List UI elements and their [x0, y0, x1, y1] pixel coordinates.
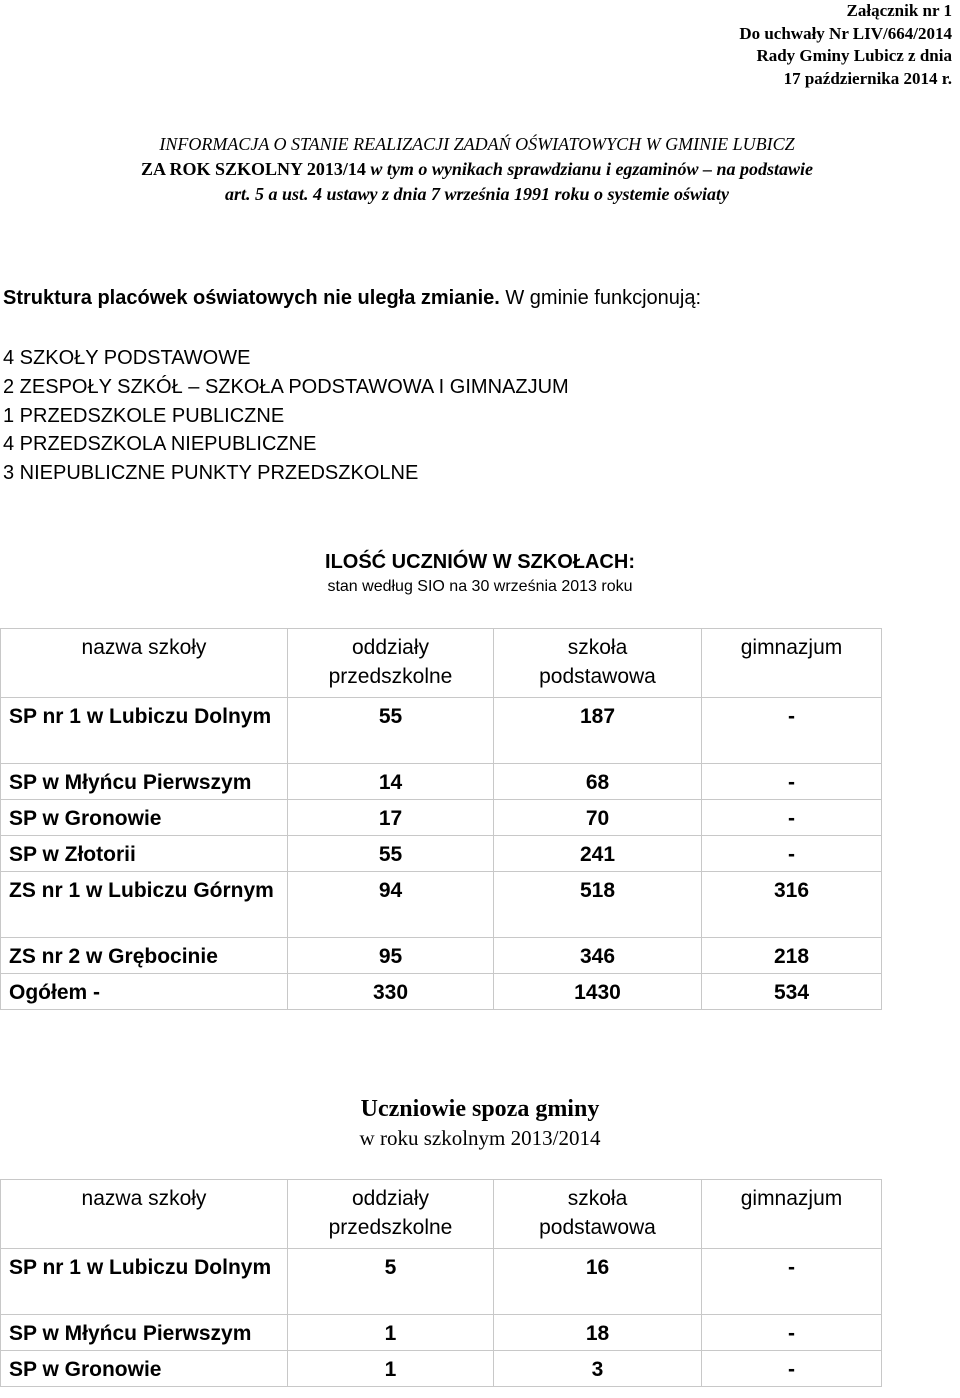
section-title: Uczniowie spoza gminy: [360, 1096, 600, 1122]
annex-header: [739, 0, 952, 90]
title-line-2-part-b: w tym o wynikach sprawdzianu i egzaminów – na podstawie: [370, 159, 813, 179]
header-preschool: [288, 1180, 494, 1249]
school-name: SP w Gronowie: [1, 1351, 288, 1387]
table-row: [1, 1249, 882, 1315]
preschool-count: 14: [288, 764, 494, 800]
school-name: ZS nr 2 w Grębocinie: [1, 938, 288, 974]
title-line-1: INFORMACJA O STANIE REALIZACJI ZADAŃ OŚWIATOWYCH W GMINIE LUBICZ: [159, 134, 795, 154]
intro-paragraph: [3, 284, 701, 312]
gymnasium-count: -: [702, 764, 882, 800]
header-primary-line2: podstawowa: [539, 1216, 656, 1239]
header-primary: [494, 1180, 702, 1249]
school-name: SP w Młyńcu Pierwszym: [1, 764, 288, 800]
annex-line: Do uchwały Nr LIV/664/2014: [739, 23, 952, 43]
section-subtitle: stan według SIO na 30 września 2013 roku: [327, 578, 633, 595]
gymnasium-count: 218: [702, 938, 882, 974]
list-item: 4 PRZEDSZKOLA NIEPUBLICZNE: [3, 433, 317, 456]
table-row: [1, 938, 882, 974]
preschool-count: 5: [288, 1249, 494, 1315]
primary-count: 3: [494, 1351, 702, 1387]
gymnasium-count: -: [702, 1249, 882, 1315]
school-name: SP nr 1 w Lubiczu Dolnym: [1, 1249, 288, 1315]
school-name: SP w Gronowie: [1, 800, 288, 836]
annex-line: Załącznik nr 1: [846, 1, 952, 20]
header-gymnasium: gimnazjum: [702, 1180, 882, 1249]
total-gymnasium: 534: [702, 974, 882, 1010]
school-name: SP w Złotorii: [1, 836, 288, 872]
outside-students-table: [0, 1179, 882, 1387]
annex-line: Rady Gminy Lubicz z dnia: [756, 46, 952, 65]
header-preschool-line2: przedszkolne: [328, 665, 453, 688]
preschool-count: 94: [288, 872, 494, 938]
title-line-2: [62, 157, 892, 182]
total-primary: 1430: [494, 974, 702, 1010]
header-gymnasium: gimnazjum: [702, 629, 882, 698]
students-table: [0, 628, 882, 1010]
annex-line: 17 października 2014 r.: [783, 68, 952, 88]
primary-count: 241: [494, 836, 702, 872]
table-header-row: [1, 1180, 882, 1249]
list-item: 4 SZKOŁY PODSTAWOWE: [3, 347, 251, 369]
school-name: ZS nr 1 w Lubiczu Górnym: [1, 872, 288, 938]
header-primary-line1: szkoła: [567, 1187, 628, 1210]
primary-count: 16: [494, 1249, 702, 1315]
school-name: SP w Młyńcu Pierwszym: [1, 1315, 288, 1351]
primary-count: 518: [494, 872, 702, 938]
table-header-row: [1, 629, 882, 698]
gymnasium-count: 316: [702, 872, 882, 938]
student-count-heading: [0, 548, 960, 598]
header-school-name: nazwa szkoły: [1, 1180, 288, 1249]
gymnasium-count: -: [702, 1351, 882, 1387]
institutions-list: [3, 344, 569, 488]
preschool-count: 1: [288, 1315, 494, 1351]
primary-count: 18: [494, 1315, 702, 1351]
table-row: [1, 1351, 882, 1387]
table-total-row: [1, 974, 882, 1010]
gymnasium-count: -: [702, 698, 882, 764]
section-subtitle: w roku szkolnym 2013/2014: [359, 1126, 601, 1150]
primary-count: 346: [494, 938, 702, 974]
header-primary-line2: podstawowa: [539, 665, 656, 688]
header-preschool-line1: oddziały: [351, 1187, 430, 1210]
section-title: ILOŚĆ UCZNIÓW W SZKOŁACH:: [325, 551, 635, 573]
primary-count: 187: [494, 698, 702, 764]
table-row: [1, 1315, 882, 1351]
header-school-name: nazwa szkoły: [1, 629, 288, 698]
preschool-count: 17: [288, 800, 494, 836]
preschool-count: 55: [288, 836, 494, 872]
primary-count: 70: [494, 800, 702, 836]
list-item: 1 PRZEDSZKOLE PUBLICZNE: [3, 404, 285, 427]
title-line-2-part-a: ZA ROK SZKOLNY 2013/14: [141, 159, 371, 179]
intro-bold: Struktura placówek oświatowych nie uległa zmianie.: [3, 287, 500, 309]
document-title: [62, 132, 892, 207]
table-row: [1, 698, 882, 764]
header-primary: [494, 629, 702, 698]
header-preschool: [288, 629, 494, 698]
gymnasium-count: -: [702, 800, 882, 836]
preschool-count: 55: [288, 698, 494, 764]
primary-count: 68: [494, 764, 702, 800]
outside-students-heading: [0, 1094, 960, 1152]
total-preschool: 330: [288, 974, 494, 1010]
header-primary-line1: szkoła: [567, 636, 628, 659]
preschool-count: 1: [288, 1351, 494, 1387]
gymnasium-count: -: [702, 836, 882, 872]
header-preschool-line1: oddziały: [351, 636, 430, 659]
list-item: 3 NIEPUBLICZNE PUNKTY PRZEDSZKOLNE: [3, 462, 419, 485]
header-preschool-line2: przedszkolne: [328, 1216, 453, 1239]
title-line-3: art. 5 a ust. 4 ustawy z dnia 7 września 1991 roku o systemie oświaty: [224, 184, 730, 204]
table-row: [1, 836, 882, 872]
table-row: [1, 764, 882, 800]
list-item: 2 ZESPOŁY SZKÓŁ – SZKOŁA PODSTAWOWA I GIMNAZJUM: [3, 375, 569, 398]
gymnasium-count: -: [702, 1315, 882, 1351]
preschool-count: 95: [288, 938, 494, 974]
school-name: SP nr 1 w Lubiczu Dolnym: [1, 698, 288, 764]
intro-normal: W gminie funkcjonują:: [499, 287, 702, 309]
total-label: Ogółem -: [1, 974, 288, 1010]
table-row: [1, 872, 882, 938]
table-row: [1, 800, 882, 836]
